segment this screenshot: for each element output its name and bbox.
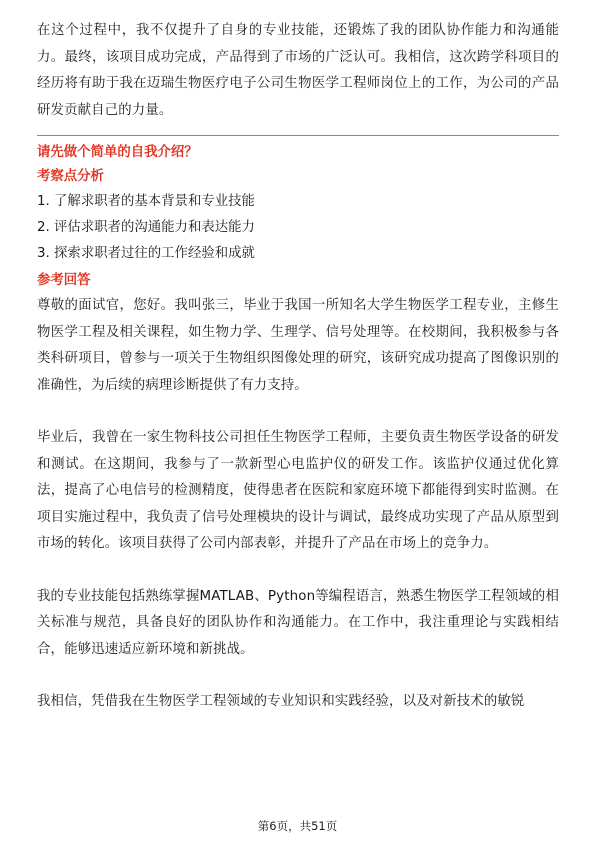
- intro-paragraph: 在这个过程中，我不仅提升了自身的专业技能，还锻炼了我的团队协作能力和沟通能力。最终，该项目成功完成，产品得到了市场的广泛认可。我相信，这次跨学科项目的经历将有助于我在迈瑞生物医疗电子公司生物医学工程师岗位上的工作，为公司的产品研发贡献自己的力量。: [37, 23, 559, 118]
- answer-paragraph-3: 我的专业技能包括熟练掌握MATLAB、Python等编程语言，熟悉生物医学工程领域的相关标准与规范，具备良好的团队协作和沟通能力。在工作中，我注重理论与实践相结合，能够迅速适应新环境和新挑战。: [37, 588, 559, 657]
- analysis-heading: 考察点分析: [37, 169, 104, 184]
- analysis-point: 1. 了解求职者的基本背景和专业技能: [37, 194, 255, 209]
- section-divider: [37, 135, 559, 136]
- analysis-point: 2. 评估求职者的沟通能力和表达能力: [37, 220, 255, 235]
- analysis-points-list: [37, 189, 559, 267]
- answer-paragraph-2: 毕业后，我曾在一家生物科技公司担任生物医学工程师，主要负责生物医学设备的研发和测试。在这期间，我参与了一款新型心电监护仪的研发工作。该监护仪通过优化算法，提高了心电信号的检测精度，使得患者在医院和家庭环境下都能得到实时监测。在项目实施过程中，我负责了信号处理模块的设计与调试，最终成功实现了产品从原型到市场的转化。该项目获得了公司内部表彰，并提升了产品在市场上的竞争力。: [37, 430, 559, 551]
- paragraph-spacer: [37, 558, 559, 584]
- page-footer: [0, 818, 595, 834]
- document-body: [37, 18, 559, 716]
- interview-question: 请先做个简单的自我介绍？: [37, 145, 198, 160]
- answer-paragraph-1: 尊敬的面试官，您好。我叫张三，毕业于我国一所知名大学生物医学工程专业，主修生物医学工程及相关课程，如生物力学、生理学、信号处理等。在校期间，我积极参与各类科研项目，曾参与一项关于生物组织图像处理的研究，该研究成功提高了图像识别的准确性，为后续的病理诊断提供了有力支持。: [37, 298, 559, 393]
- paragraph-spacer: [37, 663, 559, 689]
- answer-heading: 参考回答: [37, 273, 91, 288]
- page-number-label: 第6页，共51页: [257, 819, 338, 833]
- answer-paragraph-4: 我相信，凭借我在生物医学工程领域的专业知识和实践经验，以及对新技术的敏锐: [37, 694, 525, 709]
- paragraph-spacer: [37, 399, 559, 425]
- analysis-point: 3. 探索求职者过往的工作经验和成就: [37, 246, 255, 261]
